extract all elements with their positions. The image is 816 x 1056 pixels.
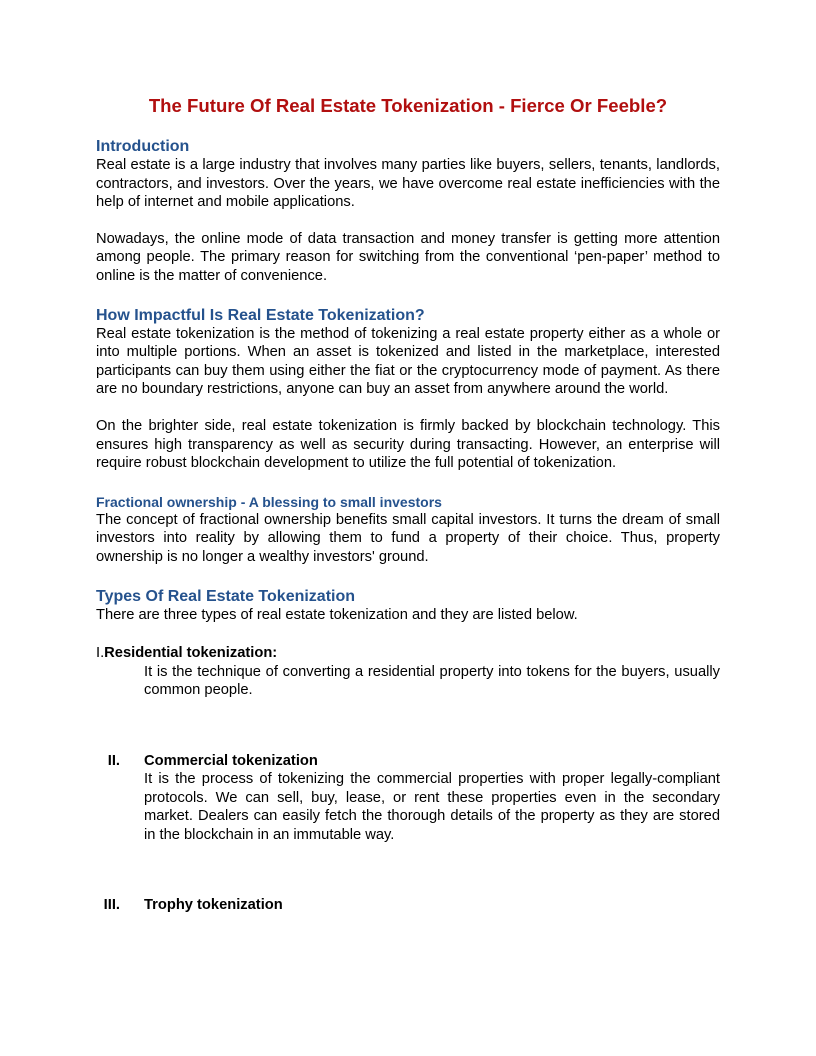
- types-heading: Types Of Real Estate Tokenization: [96, 587, 356, 605]
- list-numeral: II.: [107, 752, 120, 769]
- list-numeral: III.: [103, 897, 120, 914]
- list-item-commercial: [96, 752, 720, 771]
- list-item-label: Residential tokenization:: [104, 645, 278, 662]
- document-title: The Future Of Real Estate Tokenization - Fierce Or Feeble?: [148, 95, 668, 116]
- list-item-trophy: [96, 896, 720, 915]
- document-body: [96, 94, 720, 915]
- list-numeral: I.: [96, 645, 105, 662]
- list-item-label: Commercial tokenization: [144, 752, 318, 769]
- list-item-text: It is the process of tokenizing the commercial properties with proper legally-compliant protocols. We can sell, buy, lease, or rent these properties even in the secondary market. Dealers can easily fetch the thorough details of the property as they are stored in the blockchain in an immutable way.: [144, 771, 720, 843]
- list-item-label: Trophy tokenization: [144, 897, 283, 914]
- introduction-heading: Introduction: [96, 138, 190, 155]
- fractional-heading: Fractional ownership - A blessing to small investors: [96, 493, 442, 510]
- types-intro: There are three types of real estate tokenization and they are listed below.: [96, 606, 578, 623]
- impact-paragraph-2: On the brighter side, real estate tokenization is firmly backed by blockchain technology. This ensures high transparency as well as security during transacting. However, an enterprise will require robust blockchain development to utilize the full potential of tokenization.: [96, 417, 720, 472]
- intro-paragraph-2: Nowadays, the online mode of data transaction and money transfer is getting more attention among people. The primary reason for switching from the conventional ‘pen-paper’ method to online is the matter of convenience.: [96, 230, 720, 284]
- intro-paragraph-1: Real estate is a large industry that involves many parties like buyers, sellers, tenants, landlords, contractors, and investors. Over the years, we have overcome real estate inefficiencies with the help of internet and mobile applications.: [96, 157, 720, 211]
- impact-paragraph-1: Real estate tokenization is the method of tokenizing a real estate property either as a whole or into multiple portions. When an asset is tokenized and listed in the marketplace, interested participants can buy them using either the fiat or the cryptocurrency mode of payment. As there are no boundary restrictions, anyone can buy an asset from anywhere around the world.: [96, 325, 720, 398]
- list-item-residential: [96, 644, 720, 663]
- fractional-paragraph: The concept of fractional ownership benefits small capital investors. It turns the dream of small investors into reality by allowing them to fund a property of their choice. Thus, property ownership is no longer a wealthy investors' ground.: [96, 511, 720, 565]
- impact-heading: How Impactful Is Real Estate Tokenization?: [96, 306, 425, 324]
- list-item-text: It is the technique of converting a residential property into tokens for the buyers, usually common people.: [144, 663, 720, 699]
